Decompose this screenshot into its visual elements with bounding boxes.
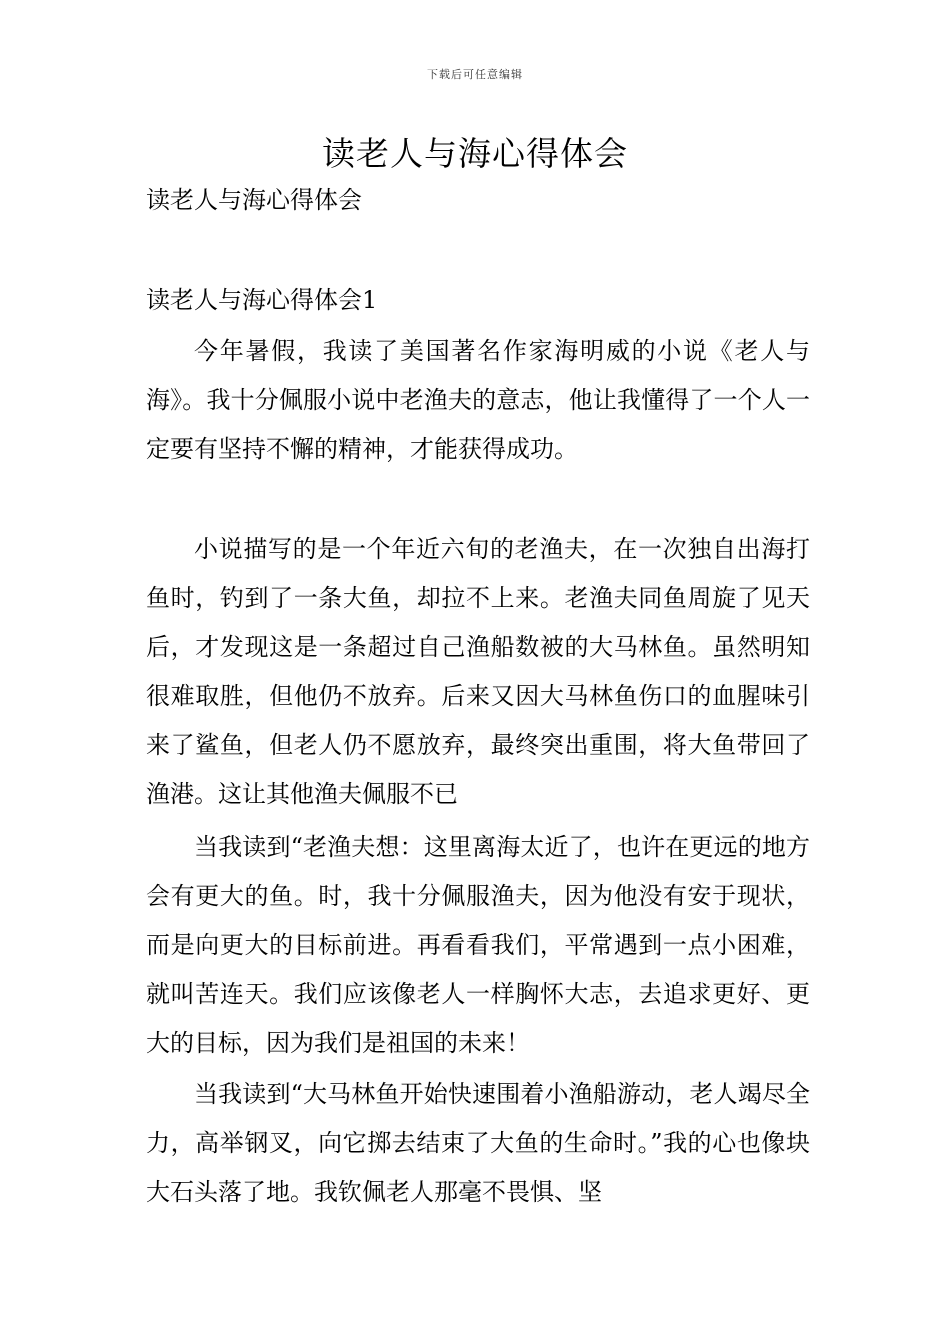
document-title: 读老人与海心得体会: [322, 134, 628, 173]
document-subtitle: 读老人与海心得体会: [146, 186, 362, 214]
paragraph: 当我读到“老渔夫想：这里离海太近了，也许在更远的地方会有更大的鱼。时，我十分佩服渔夫，因为他没有安于现状，而是向更大的目标前进。再看看我们，平常遇到一点小困难，就叫苦连天。我们应该像老人一样胸怀大志，去追求更好、更大的目标，因为我们是祖国的未来！: [146, 833, 810, 1057]
header-note: 下载后可任意编辑: [427, 68, 523, 81]
paragraph: 今年暑假，我读了美国著名作家海明威的小说《老人与海》。我十分佩服小说中老渔夫的意志，他让我懂得了一个人一定要有坚持不懈的精神，才能获得成功。: [146, 337, 810, 463]
paragraph: 当我读到“大马林鱼开始快速围着小渔船游动，老人竭尽全力，高举钢叉，向它掷去结束了大鱼的生命时。”我的心也像块大石头落了地。我钦佩老人那毫不畏惧、坚: [146, 1080, 810, 1206]
paragraph: 小说描写的是一个年近六旬的老渔夫，在一次独自出海打鱼时，钓到了一条大鱼，却拉不上来。老渔夫同鱼周旋了见天后，才发现这是一条超过自己渔船数被的大马林鱼。虽然明知很难取胜，但他仍不放弃。后来又因大马林鱼伤口的血腥味引来了鲨鱼，但老人仍不愿放弃，最终突出重围，将大鱼带回了渔港。这让其他渔夫佩服不已: [146, 535, 810, 808]
section-heading: 读老人与海心得体会1: [146, 286, 378, 314]
